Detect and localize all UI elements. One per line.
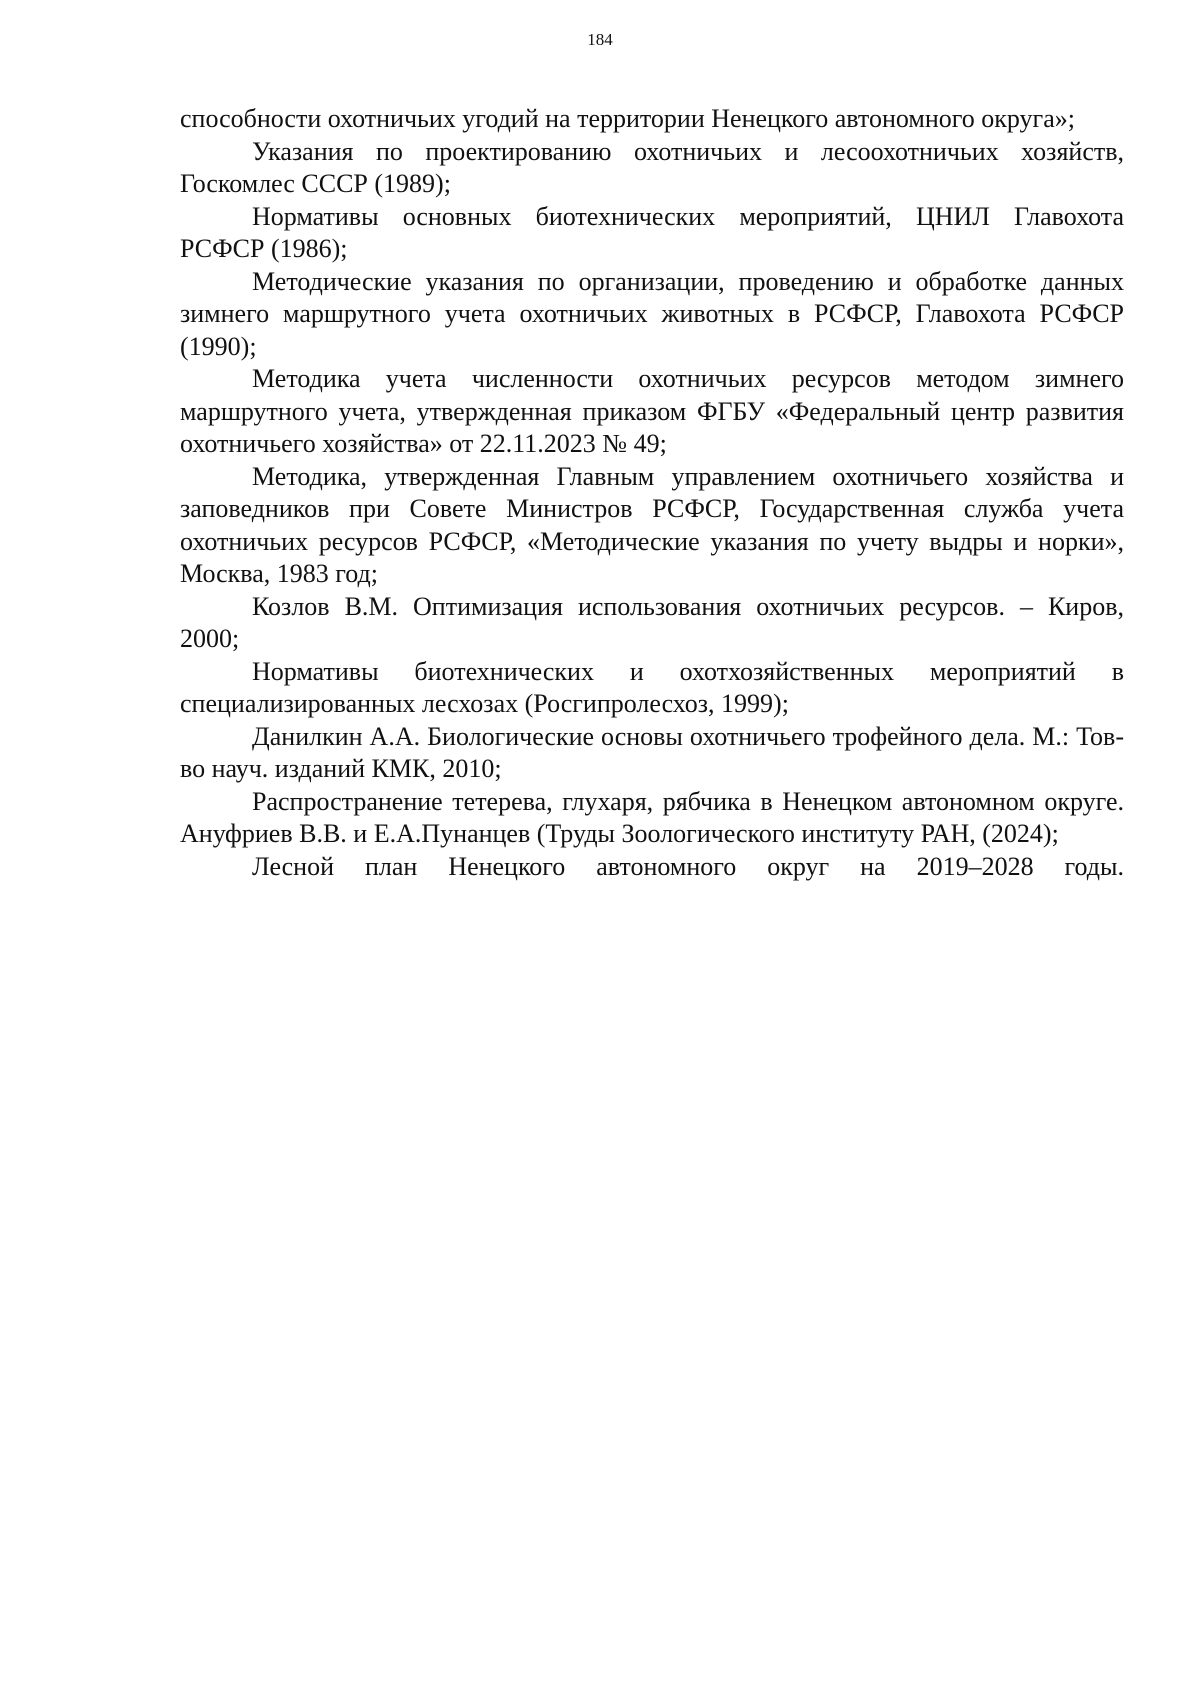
paragraph-reference-biotech-norms: Нормативы биотехнических и охотхозяйственных мероприятий в специализированных лесхозах (Росгипролесхоз, 1999); [180,656,1124,718]
document-body [180,103,1124,883]
paragraph-reference-kozlov: Козлов В.М. Оптимизация использования охотничьих ресурсов. – Киров, 2000; [180,591,1124,653]
page-number: 184 [587,30,613,49]
paragraph-reference-grouse-distribution: Распространение тетерева, глухаря, рябчика в Ненецком автономном округе. Ануфриев В.В. и Е.А.Пунанцев (Труды Зоологического институту РАН, (2024); [180,786,1124,848]
paragraph-reference-danilkin: Данилкин А.А. Биологические основы охотничьего трофейного дела. М.: Тов-во науч. изданий КМК, 2010; [180,721,1124,783]
paragraph-reference-forest-plan: Лесной план Ненецкого автономного округ на 2019–2028 годы. [252,851,1124,881]
paragraph-reference-otter-mink-method: Методика, утвержденная Главным управлением охотничьего хозяйства и заповедников при Совете Министров РСФСР, Государственная служба учета охотничьих ресурсов РСФСР, «Методические указания по учету выдры и норки», Москва, 1983 год; [180,461,1124,588]
paragraph-reference-fgbu-method: Методика учета численности охотничьих ресурсов методом зимнего маршрутного учета, утвержденная приказом ФГБУ «Федеральный центр развития охотничьего хозяйства» от 22.11.2023 № 49; [180,364,1124,458]
paragraph-reference-gosкomles: Указания по проектированию охотничьих и лесоохотничьих хозяйств, Госкомлес СССР (1989); [180,136,1124,198]
paragraph-continuation: способности охотничьих угодий на территории Ненецкого автономного округа»; [180,104,1075,133]
paragraph-reference-cnil: Нормативы основных биотехнических мероприятий, ЦНИЛ Главохота РСФСР (1986); [180,201,1124,263]
paragraph-reference-winter-count-guidelines: Методические указания по организации, проведению и обработке данных зимнего маршрутного учета охотничьих животных в РСФСР, Главохота РСФСР (1990); [180,266,1124,361]
